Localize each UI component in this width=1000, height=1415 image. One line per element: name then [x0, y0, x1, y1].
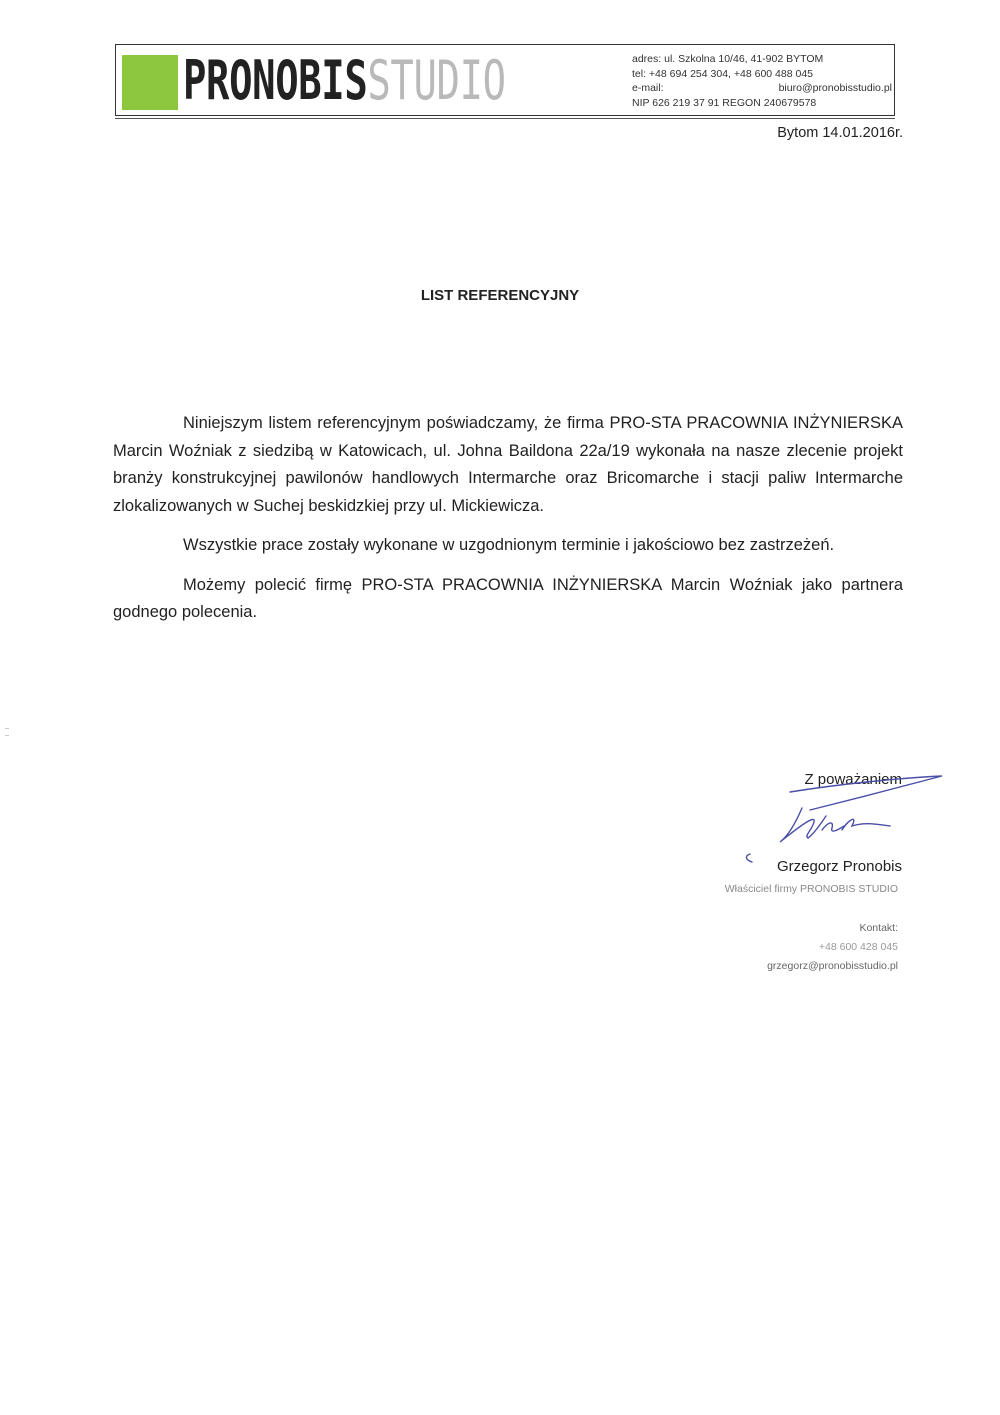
- contact-email: grzegorz@pronobisstudio.pl: [767, 960, 898, 972]
- email-line: [632, 81, 892, 96]
- letter-body: [113, 410, 903, 639]
- email-label: e-mail:: [632, 82, 664, 94]
- logo-square-icon: [122, 55, 178, 110]
- address-line: [632, 52, 892, 67]
- margin-mark: [5, 728, 9, 736]
- tel-line: [632, 67, 892, 82]
- document-date: Bytom 14.01.2016r.: [777, 125, 903, 141]
- logo-bold-text: PRONOBIS: [183, 49, 368, 112]
- handwritten-signature: [730, 770, 950, 870]
- contact-label: Kontakt:: [859, 922, 898, 934]
- letterhead-contact: [632, 52, 892, 110]
- ids-line: [632, 96, 892, 111]
- contact-phone: +48 600 428 045: [818, 941, 898, 953]
- body-paragraph-2: Wszystkie prace zostały wykonane w uzgodnionym terminie i jakościowo bez zastrzeżeń.: [183, 536, 835, 554]
- letterhead-rule: [115, 118, 895, 119]
- body-paragraph-1: Niniejszym listem referencyjnym poświadczamy, że firma PRO-STA PRACOWNIA INŻYNIERSKA Marcin Woźniak z siedzibą w Katowicach, ul. Johna Baildona 22a/19 wykonała na nasze zlecenie projekt branży konstrukcyjnej pawilonów handlowych Intermarche oraz Bricomarche i stacji paliw Intermarche zlokalizowanych w Suchej beskidzkiej przy ul. Mickiewicza.: [113, 414, 903, 515]
- closing-salutation: Z poważaniem: [804, 771, 902, 788]
- signer-name: Grzegorz Pronobis: [776, 858, 902, 875]
- tel-text: tel: +48 694 254 304, +48 600 488 045: [632, 67, 813, 80]
- email-value: biuro@pronobisstudio.pl: [778, 82, 892, 94]
- address-text: adres: ul. Szkolna 10/46, 41-902 BYTOM: [632, 53, 824, 65]
- company-logo: [183, 48, 506, 114]
- logo-light-text: STUDIO: [367, 49, 506, 112]
- signer-role: Właściciel firmy PRONOBIS STUDIO: [724, 883, 898, 895]
- ids-text: NIP 626 219 37 91 REGON 240679578: [632, 96, 817, 109]
- body-paragraph-3: Możemy polecić firmę PRO-STA PRACOWNIA INŻYNIERSKA Marcin Woźniak jako partnera godnego polecenia.: [113, 575, 903, 621]
- document-title: LIST REFERENCYJNY: [420, 287, 580, 304]
